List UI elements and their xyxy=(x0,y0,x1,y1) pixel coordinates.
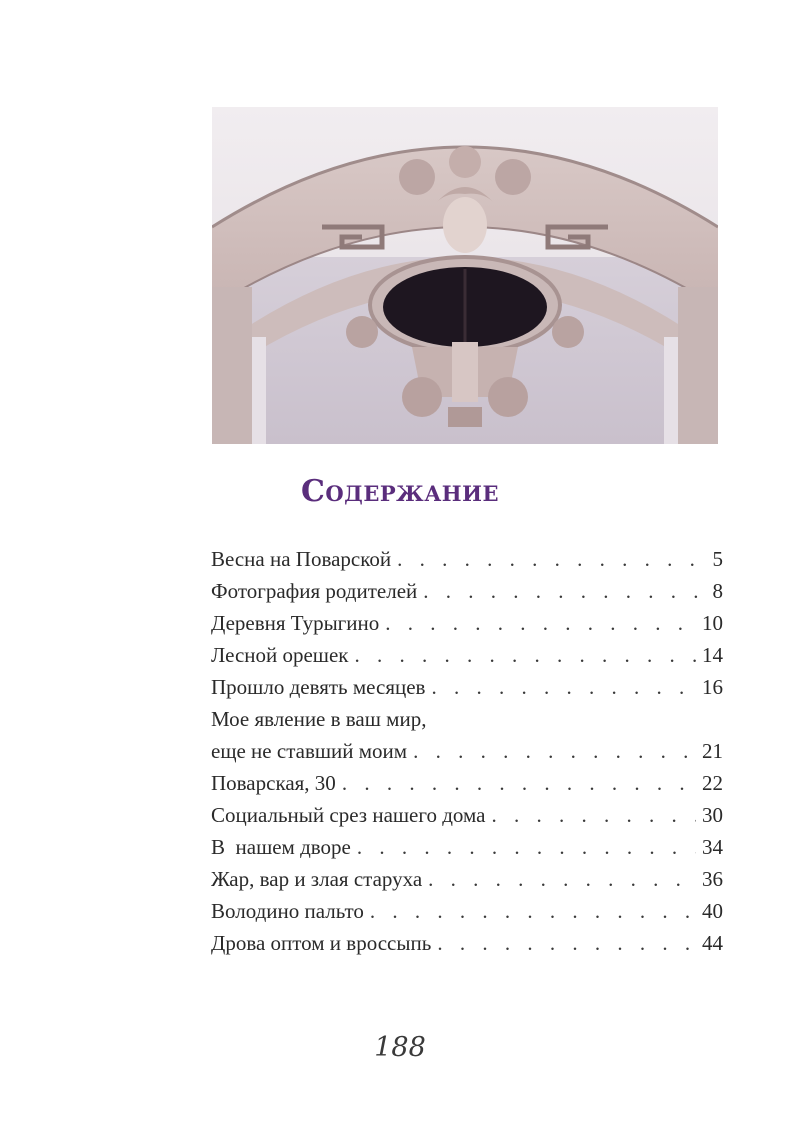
toc-entry-title: Весна на Поварской xyxy=(211,547,392,571)
toc-entry-title-line1: Мое явление в ваш мир, xyxy=(211,707,427,731)
toc-entry[interactable] xyxy=(211,543,723,575)
toc-entry[interactable] xyxy=(211,799,723,831)
dot-leader xyxy=(431,671,696,703)
toc-entry[interactable] xyxy=(211,767,723,799)
toc-entry-title: Прошло девять месяцев xyxy=(211,675,426,699)
toc-entry-page: 40 xyxy=(702,899,723,923)
toc-entry[interactable] xyxy=(211,575,723,607)
toc-entry-title: Деревня Турыгино xyxy=(211,611,380,635)
dot-leader xyxy=(342,767,696,799)
dot-leader xyxy=(437,927,696,959)
toc-entry-page: 34 xyxy=(702,835,723,859)
toc-entry-title: Поварская, 30 xyxy=(211,771,336,795)
toc-entry-page: 21 xyxy=(702,739,723,763)
toc-entry[interactable] xyxy=(211,703,723,767)
toc-entry-page: 5 xyxy=(712,547,723,571)
toc-entry-page: 22 xyxy=(702,771,723,795)
toc-entry-page: 36 xyxy=(702,867,723,891)
toc-entry-title: Жар, вар и злая старуха xyxy=(211,867,423,891)
dot-leader xyxy=(423,575,706,607)
toc-entry-title: В нашем дворе xyxy=(211,835,351,859)
toc-entry-page: 16 xyxy=(702,675,723,699)
toc-entry-title: Володино пальто xyxy=(211,899,364,923)
toc-entry-title: Лесной орешек xyxy=(211,643,349,667)
dot-leader xyxy=(491,799,696,831)
toc-entry[interactable] xyxy=(211,607,723,639)
toc-entry[interactable] xyxy=(211,831,723,863)
toc-entry-title: Социальный срез нашего дома xyxy=(211,803,486,827)
toc-entry-page: 8 xyxy=(712,579,723,603)
toc-entry-page: 44 xyxy=(702,931,723,955)
toc-entry[interactable] xyxy=(211,927,723,959)
table-of-contents xyxy=(211,543,723,959)
dot-leader xyxy=(397,543,706,575)
toc-entry-page: 10 xyxy=(702,611,723,635)
dot-leader xyxy=(355,639,696,671)
toc-entry[interactable] xyxy=(211,863,723,895)
dot-leader xyxy=(370,895,696,927)
dot-leader xyxy=(428,863,696,895)
contents-heading: Содержание xyxy=(301,474,499,509)
toc-entry[interactable] xyxy=(211,639,723,671)
page-number: 188 xyxy=(374,1032,426,1063)
toc-entry-title: Фотография родителей xyxy=(211,579,418,603)
toc-entry-title: Дрова оптом и вроссыпь xyxy=(211,931,432,955)
dot-leader xyxy=(385,607,696,639)
dot-leader xyxy=(357,831,696,863)
toc-entry-title-line2: еще не ставший моим xyxy=(211,739,408,763)
toc-entry-page: 30 xyxy=(702,803,723,827)
toc-entry[interactable] xyxy=(211,671,723,703)
toc-entry[interactable] xyxy=(211,895,723,927)
architectural-window-photo xyxy=(212,107,718,444)
dot-leader xyxy=(413,735,696,767)
toc-entry-page: 14 xyxy=(702,643,723,667)
